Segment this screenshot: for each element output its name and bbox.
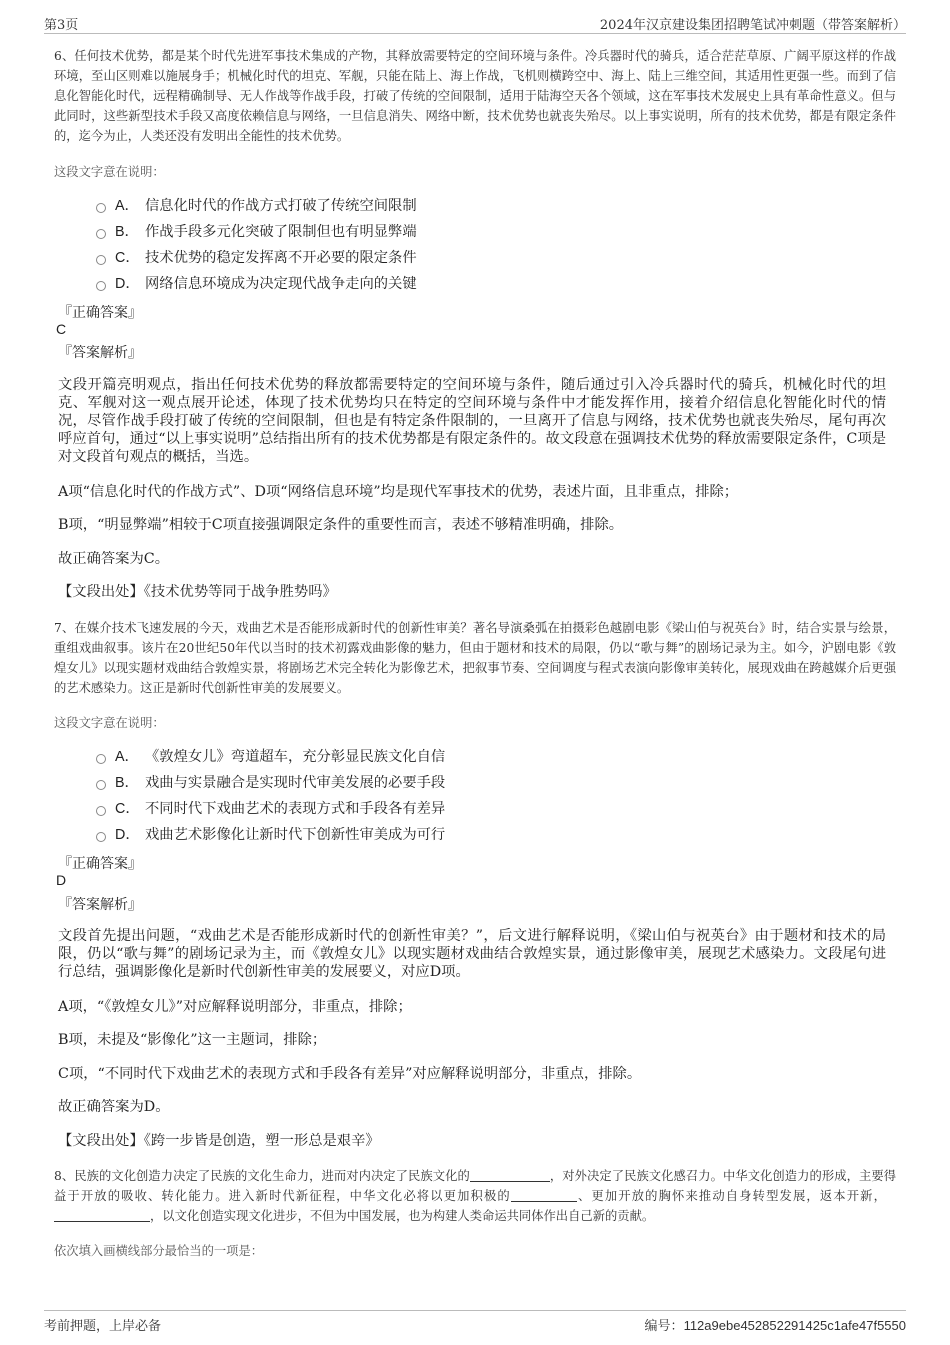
q7-stem: 7、在媒介技术飞速发展的今天，戏曲艺术是否能形成新时代的创新性审美？著名导演桑弧在拍摄彩色越剧电影《梁山伯与祝英台》时，结合实景与绘景，重组戏曲叙事。该片在20世纪50年代以当时的技术初露戏曲影像的魅力，但由于题材和技术的局限，仍以“歌与舞”的剧场记录为主。如今，沪剧电影《敦煌女儿》以现实题材戏曲结合敦煌实景，将剧场艺术完全转化为影像艺术，把叙事节奏、空间调度与程式表演向影像审美转化，展现戏曲在跨越媒介后更强的艺术感染力。这正是新时代创新性审美的发展要义。	[54, 621, 896, 695]
q6-answer: C	[56, 321, 67, 337]
q6-answer-label: 『正确答案』	[58, 305, 142, 321]
q7-options	[96, 744, 896, 848]
q7-analysis-conclusion: 故正确答案为D。	[58, 1099, 170, 1115]
q6-option-d[interactable]: D． 网络信息环境成为决定现代战争走向的关键	[96, 271, 896, 297]
q6-stem: 6、任何技术优势，都是某个时代先进军事技术集成的产物，其释放需要特定的空间环境与条件。冷兵器时代的骑兵，适合茫茫草原、广阔平原这样的作战环境，至山区则难以施展身手；机械化时代的坦克、军舰，只能在陆上、海上作战，飞机则横跨空中、海上、陆上三维空间，其适用性更强一些。而到了信息化智能化时代，远程精确制导、无人作战等作战手段，打破了传统的空间限制，适用于陆海空天各个领域，这在军事技术发展史上具有革命性意义。但与此同时，这些新型技术手段又高度依赖信息与网络，一旦信息消失、网络中断，技术优势也就丧失殆尽。以上事实说明，所有的技术优势，都是有限定条件的，迄今为止，人类还没有发明出全能性的技术优势。	[54, 49, 896, 143]
q7-option-c[interactable]: C． 不同时代下戏曲艺术的表现方式和手段各有差异	[96, 796, 896, 822]
radio-icon[interactable]	[96, 281, 106, 291]
q7-analysis-b: B项，未提及“影像化”这一主题词，排除；	[58, 1032, 327, 1048]
q8-stem: 8、民族的文化创造力决定了民族的文化生命力，进而对内决定了民族文化的 ，对外决定了民族文化感召力。中华文化创造力的形成，主要得益于开放的吸收、转化能力。进入新时代新征程，中华文化必将以更加积极的 、更加开放的胸怀来推动自身转型发展，返本开新， ，以文化创造实现文化进步，不但为中国发展，也为构建人类命运共同体作出自己新的贡献。	[54, 1169, 896, 1223]
q8-blank-3[interactable]	[54, 1208, 150, 1222]
header-divider	[44, 33, 906, 34]
q6-options	[96, 193, 896, 297]
q6-source: 【文段出处】《技术优势等同于战争胜势吗》	[58, 584, 337, 600]
radio-icon[interactable]	[96, 229, 106, 239]
q7-source: 【文段出处】《跨一步皆是创造，塑一形总是艰辛》	[58, 1133, 380, 1149]
q7-analysis-label: 『答案解析』	[58, 897, 142, 913]
q8-prompt: 依次填入画横线部分最恰当的一项是：	[54, 1244, 264, 1258]
q7-answer: D	[56, 872, 67, 888]
footer-slogan: 考前押题，上岸必备	[44, 1319, 162, 1334]
q6-analysis-label: 『答案解析』	[58, 345, 142, 361]
q7-option-a[interactable]: A． 《敦煌女儿》弯道超车，充分彰显民族文化自信	[96, 744, 896, 770]
q6-option-c[interactable]: C． 技术优势的稳定发挥离不开必要的限定条件	[96, 245, 896, 271]
q7-prompt: 这段文字意在说明：	[54, 716, 165, 730]
q6-analysis-conclusion: 故正确答案为C。	[58, 551, 170, 567]
document-code: 编号：112a9ebe452852291425c1afe47f5550	[644, 1318, 906, 1334]
q8-blank-2[interactable]	[511, 1188, 577, 1202]
footer-divider	[44, 1310, 906, 1311]
radio-icon[interactable]	[96, 780, 106, 790]
q6-analysis-a-d: A项“信息化时代的作战方式”、D项“网络信息环境”均是现代军事技术的优势，表述片面，且非重点，排除；	[58, 484, 739, 500]
q6-analysis-main: 文段开篇亮明观点，指出任何技术优势的释放都需要特定的空间环境与条件，随后通过引入冷兵器时代的骑兵，机械化时代的坦克、军舰对这一观点展开论述，体现了技术优势均只在特定的空间环境与条件中才能发挥作用，接着介绍信息化智能化时代的情况，尽管作战手段打破了传统的空间限制，但也是有特定条件限制的，一旦离开了信息与网络，技术优势也就丧失殆尽，尾句再次呼应首句，通过“以上事实说明”总结指出所有的技术优势都是有限定条件的。故文段意在强调技术优势的释放需要限定条件，C项是对文段首句观点的概括，当选。	[58, 377, 886, 465]
page-header	[44, 14, 906, 34]
q6-analysis-b: B项，“明显弊端”相较于C项直接强调限定条件的重要性而言，表述不够精准明确，排除。	[58, 517, 624, 533]
q7-answer-label: 『正确答案』	[58, 856, 142, 872]
q6-option-a[interactable]: A． 信息化时代的作战方式打破了传统空间限制	[96, 193, 896, 219]
q7-analysis-a: A项，“《敦煌女儿》”对应解释说明部分，非重点，排除；	[58, 999, 412, 1015]
document-title: 2024年汉京建设集团招聘笔试冲刺题（带答案解析）	[599, 18, 906, 33]
q6-option-b[interactable]: B． 作战手段多元化突破了限制但也有明显弊端	[96, 219, 896, 245]
q8-blank-1[interactable]	[470, 1168, 550, 1182]
q7-option-d[interactable]: D． 戏曲艺术影像化让新时代下创新性审美成为可行	[96, 822, 896, 848]
radio-icon[interactable]	[96, 203, 106, 213]
q7-analysis-c: C项，“不同时代下戏曲艺术的表现方式和手段各有差异”对应解释说明部分，非重点，排除。	[58, 1066, 642, 1082]
radio-icon[interactable]	[96, 255, 106, 265]
q7-analysis-main: 文段首先提出问题，“戏曲艺术是否能形成新时代的创新性审美？”，后文进行解释说明，《梁山伯与祝英台》由于题材和技术的局限，仍以“歌与舞”的剧场记录为主，而《敦煌女儿》以现实题材戏曲结合敦煌实景，通过影像审美，展现艺术感染力。文段尾句进行总结，强调影像化是新时代创新性审美的发展要义，对应D项。	[58, 928, 886, 980]
radio-icon[interactable]	[96, 806, 106, 816]
q7-option-b[interactable]: B． 戏曲与实景融合是实现时代审美发展的必要手段	[96, 770, 896, 796]
radio-icon[interactable]	[96, 832, 106, 842]
radio-icon[interactable]	[96, 754, 106, 764]
page-number: 第3页	[44, 18, 79, 33]
q6-prompt: 这段文字意在说明：	[54, 165, 165, 179]
